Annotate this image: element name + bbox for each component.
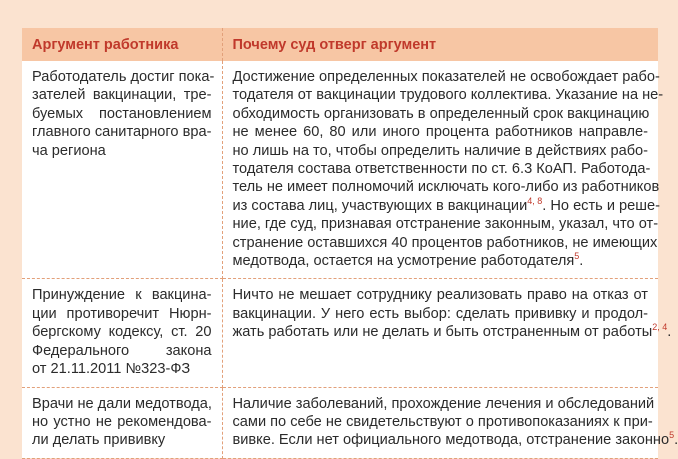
reason-line: вакцинации. У него есть выбор: сделать прививку и продол- [232, 305, 648, 322]
reason-line: не менее 60, 80 или иного процента работников направле- [232, 124, 648, 141]
argument-line: буемых постановлением [32, 105, 212, 122]
blank-line [233, 360, 649, 378]
argument-line: Федерального закона [32, 342, 212, 359]
reason-line: Ничто не мешает сотруднику реализовать право на отказ от [232, 287, 648, 304]
argument-line: зателей вакцинации, тре- [32, 87, 212, 104]
table-row [22, 279, 658, 387]
argument-line: Врачи не дали медотвода, [32, 395, 212, 412]
reason-line: тодателя состава ответственности по ст. 6.3 КоАП. Работода- [232, 161, 651, 178]
argument-line: ча региона [32, 142, 106, 159]
header-court-reason: Почему суд отверг аргумент [222, 28, 658, 61]
reason-line: медотвода, остается на усмотрение работодателя$^5$. [232, 251, 584, 270]
reason-text: жать работать или не делать и быть отстраненным от работы [232, 324, 653, 341]
reason-cell [222, 279, 672, 387]
header-employee-argument: Аргумент работника [22, 28, 222, 61]
reason-text: вивке. Если нет официального медотвода, отстранение законно [232, 432, 670, 449]
arguments-table [22, 28, 678, 459]
argument-line: но устно не рекомендова- [32, 413, 212, 430]
reason-line: странение оставшихся 40 процентов работников, не имеющих [232, 234, 658, 251]
reason-line: вивке. Если нет официального медотвода, отстранение законно$^5$. [232, 430, 678, 449]
reason-cell [222, 61, 664, 279]
footnote-ref: 2, 4 [652, 322, 668, 333]
reason-text: из состава лиц, участвующих в вакцинации [232, 197, 528, 214]
reason-text: Но есть и реше- [550, 197, 660, 214]
reason-text: медотвода, остается на усмотрение работодателя [232, 253, 575, 270]
table-row [22, 387, 658, 458]
argument-cell [22, 387, 222, 458]
reason-line: жать работать или не делать и быть отстраненным от работы$^{2, 4}$. [232, 322, 672, 341]
footnote-ref: 5 [669, 430, 675, 441]
argument-cell [22, 279, 222, 387]
argument-line: главного санитарного вра- [32, 124, 212, 141]
table-header [22, 28, 658, 61]
argument-cell [22, 61, 222, 279]
argument-line: Работодатель достиг пока- [32, 69, 215, 85]
reason-line: тодателя от вакцинации трудового коллектива. Указание на не- [232, 87, 664, 104]
reason-line: Наличие заболеваний, прохождение лечения и обследований [232, 395, 655, 412]
reason-line: сами по себе не свидетельствуют о противопоказаниях к при- [232, 413, 653, 430]
footnote-ref: 5 [574, 251, 580, 262]
blank-line [233, 342, 649, 360]
reason-line: Достижение определенных показателей не освобождает рабо- [232, 69, 660, 85]
argument-line: от 21.11.2011 №323-ФЗ [32, 361, 191, 378]
argument-line: бергскому кодексу, ст. 20 [32, 324, 212, 341]
reason-line: но лишь на то, чтобы определить наличие в действиях рабо- [232, 142, 649, 159]
reason-line: тель не имеет полномочий исключать кого-либо из работников [232, 179, 660, 196]
reason-line: обходимость организовать в определенный срок вакцинацию [232, 105, 650, 122]
reason-line: из состава лиц, участвующих в вакцинации$^{4, 8}$. Но есть и реше- [232, 195, 660, 214]
table-row [22, 61, 658, 279]
reason-cell [222, 387, 678, 458]
argument-line: Принуждение к вакцина- [32, 287, 212, 304]
reason-line: ние, где суд, признавая отстранение законным, указал, что от- [232, 216, 659, 233]
argument-line: ции противоречит Нюрн- [32, 305, 212, 322]
argument-line: ли делать прививку [32, 432, 166, 449]
footnote-ref: 4, 8 [527, 195, 543, 206]
